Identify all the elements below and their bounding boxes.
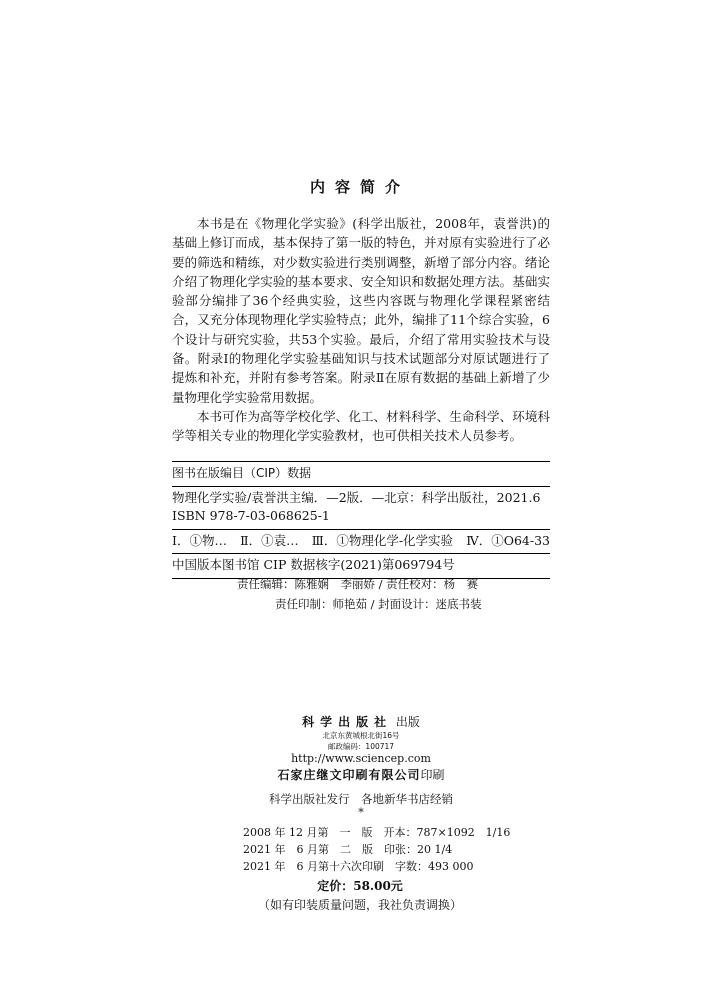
cip-line-title-author: 物理化学实验/袁誉洪主编．—2版．—北京：科学出版社，2021.6 (172, 489, 541, 505)
cip-block (172, 461, 550, 579)
cip-title: 图书在版编目（CIP）数据 (172, 466, 312, 480)
cip-line-isbn: ISBN 978-7-03-068625-1 (172, 508, 330, 523)
cip-top-rule (172, 486, 550, 487)
cip-classification-row (172, 532, 550, 551)
publisher-block (172, 713, 550, 819)
edition-specs (243, 824, 510, 875)
staff-line-editors: 责任编辑：陈雅娴 李丽娇 / 责任校对：杨 赛 (237, 577, 479, 591)
spec-row-first-edition: 2008 年 12 月第 一 版 开本：787×1092 1/16 (243, 826, 511, 839)
publisher-line (172, 713, 550, 730)
publisher-url: http://www.sciencep.com (291, 752, 431, 765)
cip-line-cip-number: 中国版本图书馆 CIP 数据核字(2021)第069794号 (172, 557, 455, 572)
price-line (0, 877, 720, 896)
cip-class-4: Ⅳ．①O64-33 (466, 532, 550, 548)
summary-paragraph-2: 本书可作为高等学校化学、化工、材料科学、生命科学、环境科学等相关专业的物理化学实验教材，也可供相关技术人员参考。 (172, 408, 550, 444)
distribution-line: 科学出版社发行 各地新华书店经销 (269, 792, 453, 806)
staff-line-production: 责任印制：师艳茹 / 封面设计：迷底书装 (275, 597, 482, 611)
publisher-suffix: 出版 (395, 715, 420, 729)
cip-class-2: Ⅱ．①袁… (240, 532, 299, 548)
printer-name: 石家庄继文印刷有限公司 (277, 768, 421, 782)
price-value: 58.00元 (353, 879, 403, 893)
spec-row-printing: 2021 年 6 月第十六次印刷 字数：493 000 (243, 860, 474, 873)
summary-section (172, 214, 550, 446)
page-heading: 内容简介 (309, 178, 410, 196)
price-block (0, 877, 720, 915)
spec-row-second-edition: 2021 年 6 月第 二 版 印张：20 1/4 (243, 843, 453, 856)
cip-class-1: Ⅰ．①物… (172, 532, 227, 548)
printer-suffix: 印刷 (420, 768, 445, 782)
quality-notice: （如有印装质量问题，我社负责调换） (257, 898, 462, 912)
cip-class-3: Ⅲ．①物理化学-化学实验 (311, 532, 454, 548)
publisher-address: 北京东黄城根北街16号 (322, 731, 400, 740)
staff-credits (172, 574, 550, 614)
cip-middle-rule (172, 529, 550, 530)
publisher-postcode: 邮政编码：100717 (327, 742, 395, 751)
separator-star: * (358, 806, 364, 819)
cip-bottom-rule (172, 553, 550, 554)
summary-paragraph-1: 本书是在《物理化学实验》(科学出版社，2008年，袁誉洪)的基础上修订而成，基本保持了第一版的特色，并对原有实验进行了必要的筛选和精练，对少数实验进行类别调整，新增了部分内容。绪论介绍了物理化学实验的基本要求、安全知识和数据处理方法。基础实验部分编排了36个经典实验，这些内容既与物理化学课程紧密结合，又充分体现物理化学实验特点；此外，编排了11个综合实验，6个设计与研究实验，共53个实验。最后，介绍了常用实验技术与设备。附录Ⅰ的物理化学实验基础知识与技术试题部分对原试题进行了提炼和补充，并附有参考答案。附录Ⅱ在原有数据的基础上新增了少量物理化学实验常用数据。 (172, 216, 550, 405)
publisher-name: 科学出版社 (302, 715, 393, 729)
price-label: 定价： (317, 879, 354, 893)
printer-line (172, 766, 550, 783)
